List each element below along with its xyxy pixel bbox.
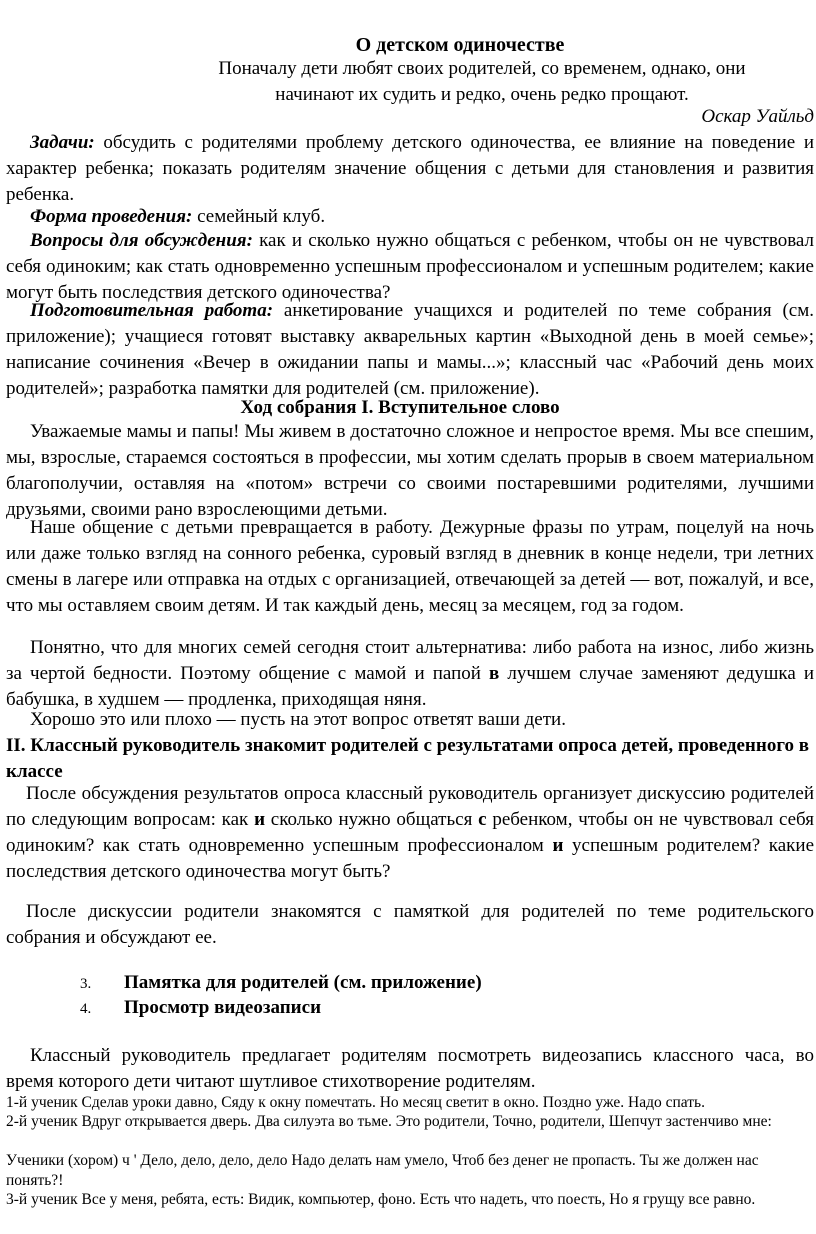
bold-word: и: [552, 835, 564, 856]
section1-paragraph: [6, 515, 814, 619]
questions-label: Вопросы для обсуждения:: [30, 230, 253, 251]
paragraph-text: Понятно, что для многих семей сегодня стоит альтернатива: либо работа на износ, либо жизнь за чертой бедности. Поэтому общение с мамой и папой: [6, 637, 814, 684]
epigraph-line: Поначалу дети любят своих родителей, со временем, однако, они: [218, 58, 746, 79]
section1-heading: Ход собрания I. Вступительное слово: [240, 397, 560, 418]
list-number: 4.: [80, 1001, 92, 1017]
section1-paragraph: [6, 419, 814, 523]
tasks-text: обсудить с родителями проблему детского одиночества, ее влияние на поведение и характер ребенка; показать родителям значение общения с детьми для становления и развития ребенка.: [6, 132, 814, 205]
paragraph-text: ребенком, чтобы он не чувствовал себя одиноким? как стать одновременно успешным профессионалом: [6, 809, 814, 856]
list-number: 3.: [80, 976, 92, 992]
section2-paragraph: [6, 899, 814, 951]
paragraph-text: Классный руководитель предлагает родителям посмотреть видеозапись классного часа, во время которого дети читают шутливое стихотворение родителям.: [6, 1045, 814, 1092]
section1-paragraph: [6, 635, 814, 713]
paragraph-text: Хорошо это или плохо — пусть на этот вопрос ответят ваши дети.: [30, 709, 566, 730]
list-text: Просмотр видеозаписи: [124, 997, 322, 1018]
tasks-label: Задачи:: [30, 132, 95, 153]
prep-paragraph: [6, 298, 814, 402]
epigraph-line: начинают их судить и редко, очень редко прощают.: [275, 84, 689, 105]
list-text: Памятка для родителей (см. приложение): [124, 972, 482, 993]
section2-heading: II. Классный руководитель знакомит родителей с результатами опроса детей, проведенного в классе: [6, 735, 809, 782]
poem-line: 3-й ученик Все у меня, ребята, есть: Видик, компьютер, фоно. Есть что надеть, что поесть, Но я грущу все равно.: [6, 1191, 756, 1208]
prep-label: Подготовительная работа:: [30, 300, 274, 321]
document-title: О детском одиночестве: [355, 34, 565, 56]
poem-line: Ученики (хором) ч ' Дело, дело, дело, дело Надо делать нам умело, Чтоб без денег не пропасть. Ты же должен нас понять?!: [6, 1152, 759, 1189]
bold-word: и: [254, 809, 266, 830]
poem-line: 2-й ученик Вдруг открывается дверь. Два силуэта во тьме. Это родители, Точно, родители, Шепчут застенчиво мне:: [6, 1113, 772, 1130]
form-paragraph: [6, 204, 814, 230]
section4-paragraph: [6, 1043, 814, 1095]
bold-word: с: [478, 809, 487, 830]
paragraph-text: сколько нужно общаться: [270, 809, 473, 830]
list-item: [80, 970, 482, 997]
tasks-paragraph: [6, 130, 814, 208]
section1-paragraph: [6, 707, 814, 733]
epigraph-author: Оскар Уайльд: [701, 106, 814, 127]
prep-text: анкетирование учащихся и родителей по теме собрания (см. приложение); учащиеся готовят выставку акварельных картин «Выходной день в моей семье»; написание сочинения «Вечер в ожидании папы и мамы...»; классный час «Рабочий день моих родителей»; разработка памятки для родителей (см. приложение).: [6, 300, 814, 399]
paragraph-text: Наше общение с детьми превращается в работу. Дежурные фразы по утрам, поцелуй на ночь или даже только взгляд на сонного ребенка, суровый взгляд в дневник в конце недели, три летних смены в лагере или отправка на отдых с организацией, отвечающей за детей — вот, пожалуй, и все, что мы оставляем своим детям. И так каждый день, месяц за месяцем, год за годом.: [6, 517, 814, 616]
paragraph-text: успешным родителем? какие последствия детского одиночества могут быть?: [6, 835, 815, 882]
section2-paragraph: [6, 781, 814, 885]
epigraph: [150, 56, 814, 108]
paragraph-text: После дискуссии родители знакомятся с памяткой для родителей по теме родительского собрания и обсуждают ее.: [6, 901, 814, 948]
paragraph-text: лучшем случае заменяют дедушка и бабушка, в худшем — продленка, приходящая няня.: [6, 663, 815, 710]
poem-line: 1-й ученик Сделав уроки давно, Сяду к окну помечтать. Но месяц светит в окно. Поздно уже. Надо спать.: [6, 1094, 705, 1111]
list-item: [80, 995, 321, 1022]
form-label: Форма проведения:: [30, 206, 193, 227]
questions-paragraph: [6, 228, 814, 306]
bold-word: в: [489, 663, 500, 684]
paragraph-text: Уважаемые мамы и папы! Мы живем в достаточно сложное и непростое время. Мы все спешим, мы, взрослые, стараемся состояться в профессии, мы хотим сделать прорыв в своем материальном благополучии, оставляя на «потом» встречи со своими постаревшими родителями, лучшими друзьями, своими рано взрослеющими детьми.: [6, 421, 814, 520]
form-text: семейный клуб.: [197, 206, 326, 227]
paragraph-text: После обсуждения результатов опроса классный руководитель организует дискуссию родителей по следующим вопросам: как: [6, 783, 814, 830]
questions-text: как и сколько нужно общаться с ребенком, чтобы он не чувствовал себя одиноким; как стать одновременно успешным профессионалом и успешным родителем; какие могут быть последствия детского одиночества?: [6, 230, 815, 303]
